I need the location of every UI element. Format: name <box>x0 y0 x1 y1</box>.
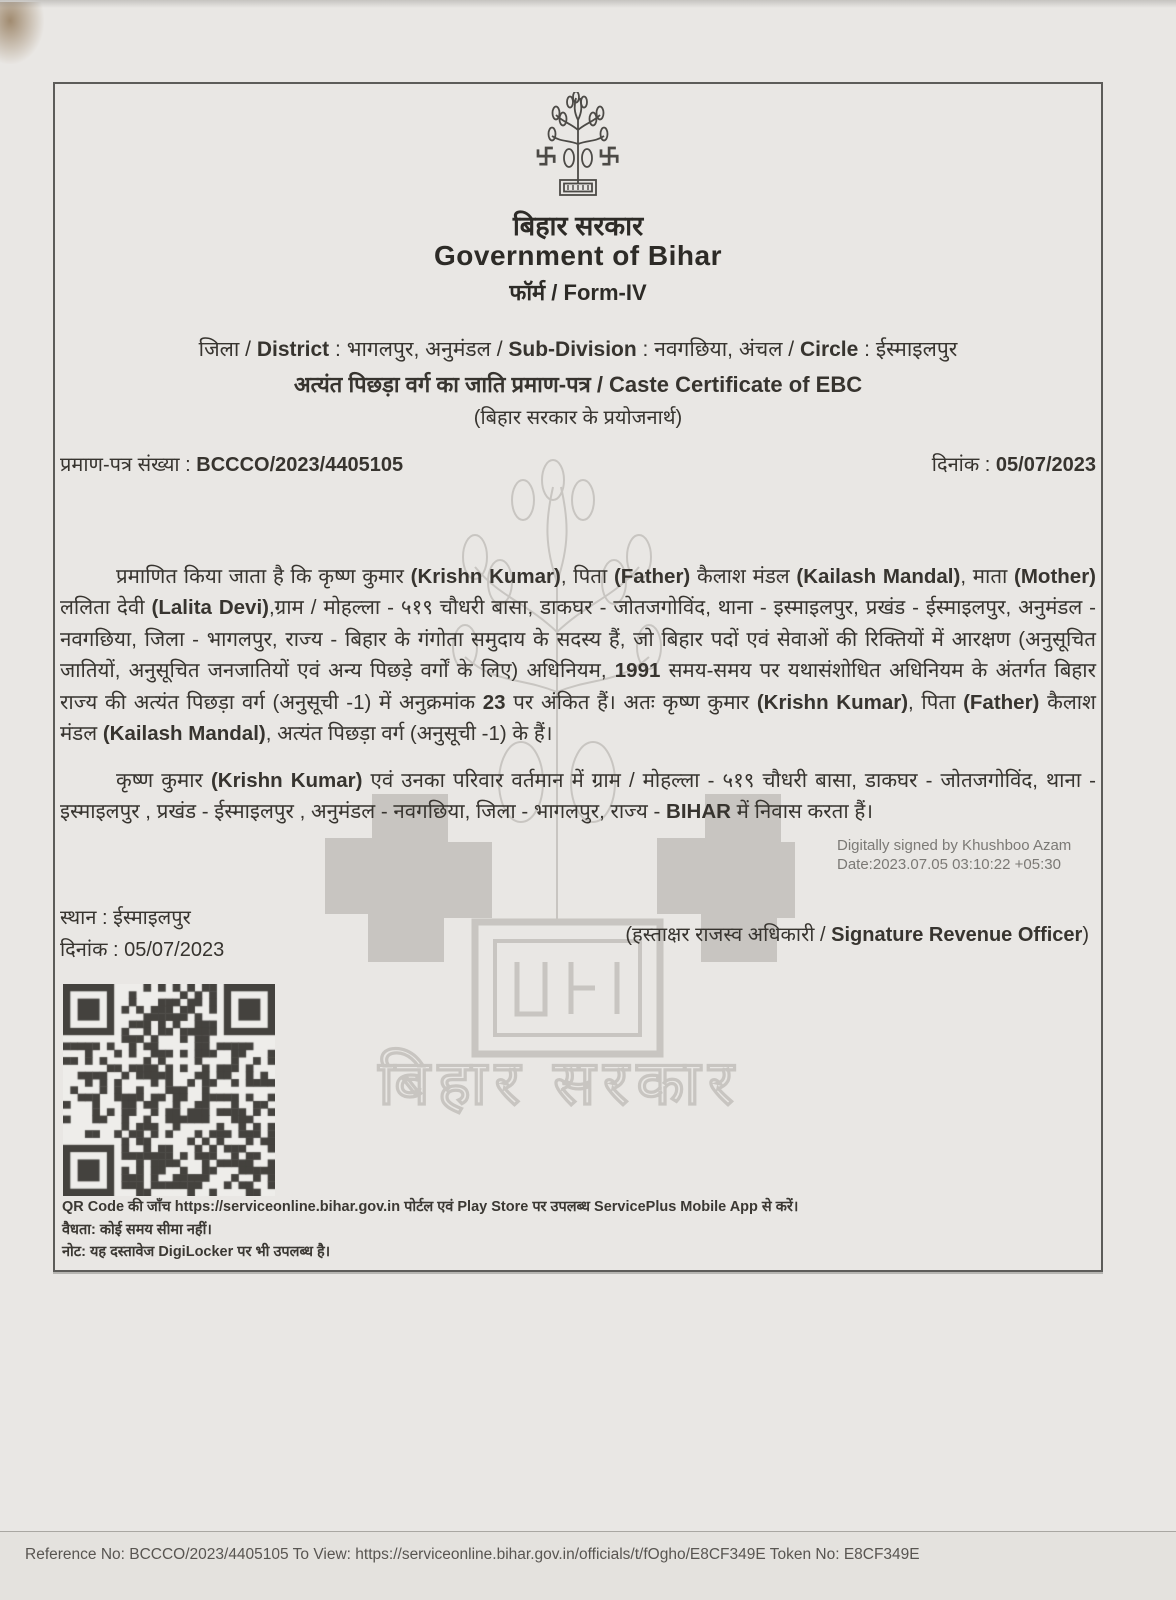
digital-signature-line2: Date:2023.07.05 03:10:22 +05:30 <box>837 856 1061 873</box>
digital-signature-line1: Digitally signed by Khushboo Azam <box>837 837 1072 854</box>
certificate-title: अत्यंत पिछड़ा वर्ग का जाति प्रमाण-पत्र / Caste Certificate of EBC <box>293 372 863 397</box>
org-name-english: Government of Bihar <box>434 240 722 271</box>
district-subdivision-circle-line: जिला / District : भागलपुर, अनुमंडल / Sub-Division : नवगछिया, अंचल / Circle : ईस्माइलपुर <box>198 338 958 361</box>
footnotes-block <box>62 1196 798 1264</box>
bihar-government-emblem-icon <box>530 92 626 200</box>
certificate-border-frame <box>53 82 1103 1272</box>
issue-date: दिनांक : 05/07/2023 <box>931 454 1096 476</box>
purpose-line: (बिहार सरकार के प्रयोजनार्थ) <box>473 407 683 429</box>
footnote-qr-check: QR Code की जाँच https://serviceonline.bihar.gov.in पोर्टल एवं Play Store पर उपलब्ध ServicePlus Mobile App से करें। <box>62 1199 799 1215</box>
footnote-validity: वैधता: कोई समय सीमा नहीं। <box>62 1221 212 1238</box>
footnote-digilocker: नोट: यह दस्तावेज DigiLocker पर भी उपलब्ध है। <box>62 1244 331 1260</box>
certificate-body-paragraph-2: कृष्ण कुमार (Krishn Kumar) एवं उनका परिवार वर्तमान में ग्राम / मोहल्ला - ५१९ चौधरी बासा, डाकघर - जोतजगोविंद, थाना - इस्माइलपुर , प्रखंड - ईस्माइलपुर , अनुमंडल - नवगछिया, जिला - भागलपुर, राज्य - BIHAR में निवास करता हैं। <box>60 768 1096 823</box>
place-and-date-block <box>60 902 224 966</box>
date-line: दिनांक : 05/07/2023 <box>60 939 225 961</box>
qr-code <box>63 984 275 1196</box>
certificate-meta-row <box>55 450 1101 477</box>
watermark-text: बिहार सरकार <box>378 1049 742 1118</box>
org-name-hindi: बिहार सरकार <box>512 211 644 241</box>
certificate-body-paragraph-1: प्रमाणित किया जाता है कि कृष्ण कुमार (Krishn Kumar), पिता (Father) कैलाश मंडल (Kailash Mandal), माता (Mother) ललिता देवी (Lalita Devi),ग्राम / मोहल्ला - ५१९ चौधरी बासा, डाकघर - जोतजगोविंद, थाना - इस्माइलपुर, प्रखंड - ईस्माइलपुर, अनुमंडल - नवगछिया, जिला - भागलपुर, राज्य - बिहार के गंगोता समुदाय के सदस्य हैं, जो बिहार पदों एवं सेवाओं की रिक्तियों में आरक्षण (अनुसूचित जातियों, अनुसूचित जनजातियों एवं अन्य पिछड़े वर्गों के लिए) अधिनियम, 1991 समय-समय पर यथासंशोधित अधिनियम के अंतर्गत बिहार राज्य की अत्यंत पिछड़ा वर्ग (अनुसूची -1) में अनुक्रमांक 23 पर अंकित हैं। अतः कृष्ण कुमार (Krishn Kumar), पिता (Father) कैलाश मंडल (Kailash Mandal), अत्यंत पिछड़ा वर्ग (अनुसूची -1) के हैं। <box>60 564 1097 745</box>
reference-line: Reference No: BCCCO/2023/4405105 To View: https://serviceonline.bihar.gov.in/officials/t/fOgho/E8CF349E Token No: E8CF349E <box>25 1546 920 1563</box>
footer-strip <box>0 1532 1176 1600</box>
revenue-officer-signature-label: (हस्ताक्षर राजस्व अधिकारी / Signature Revenue Officer) <box>625 924 1089 946</box>
place-line: स्थान : ईस्माइलपुर <box>60 907 191 929</box>
digital-signature-stamp <box>837 836 1071 874</box>
form-number: फॉर्म / Form-IV <box>509 280 647 305</box>
certificate-number: प्रमाण-पत्र संख्या : BCCCO/2023/4405105 <box>60 454 404 476</box>
